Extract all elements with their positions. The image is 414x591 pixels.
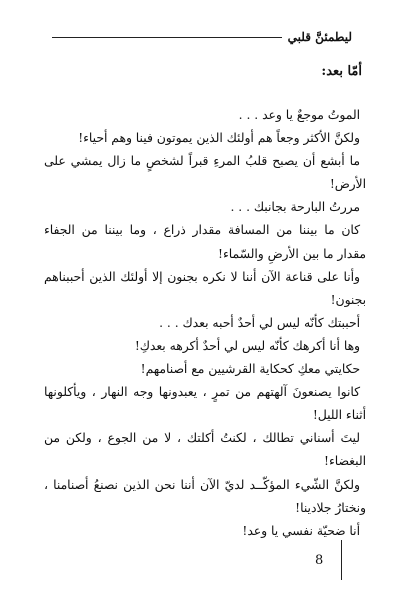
paragraph-13: أنا ضحيّة نفسي يا وعد!	[242, 523, 360, 538]
paragraph-5: كان ما بيننا من المسافة مقدار ذراع ، وما بيننا من الجفاء مقدار ما بين الأرضِ والسّماء!	[44, 223, 366, 261]
paragraph-11: ليتَ أسناني تطالك ، لكنتُ أكلتك ، لا من الجوع ، ولكن من البغضاء!	[44, 431, 366, 469]
paragraph-3: ما أبشع أن يصبح قلبُ المرءِ قبراً لشخصٍ ما زال يمشي على الأرض!	[44, 154, 366, 192]
paragraph-8: وها أنا أكرهك كأنّه ليس لي أحدٌ أكرهه بعدكِ!	[134, 338, 360, 353]
page-number: 8	[315, 552, 324, 568]
running-header	[52, 30, 352, 44]
footer-rule	[341, 540, 342, 580]
paragraph-9: حكايتي معكِ كحكاية القرشيين مع أصنامهم!	[140, 362, 360, 377]
section-heading: أمّا بعد:	[321, 64, 362, 79]
paragraph-2: ولكنَّ الأكثر وجعاً هم أولئك الذين يموتون فينا وهم أحياء!	[78, 131, 360, 146]
body-text	[44, 104, 366, 543]
paragraph-7: أحببتك كأنّه ليس لي أحدٌ أحبه بعدك . . .	[159, 315, 360, 330]
paragraph-1: الموتُ موجعٌ يا وعد . . .	[238, 108, 360, 122]
page-footer	[315, 540, 342, 580]
paragraph-10: كانوا يصنعونَ آلهتهم من تمرٍ ، يعبدونها وجه النهار ، ويأكلونها أثناء الليل!	[44, 385, 366, 423]
header-rule	[52, 37, 282, 38]
paragraph-12: ولكنَّ الشّيء المؤكّــد لديّ الآن أننا نحن الذين نصنعُ أصنامنا ، ونختارُ جلادينا!	[44, 477, 366, 515]
running-title: ليطمئنَّ قلبي	[287, 30, 352, 44]
paragraph-6: وأنا على قناعة الآن أننا لا نكره بجنون إلا أولئك الذين أحببناهم بجنون!	[44, 269, 366, 307]
paragraph-4: مررتُ البارحة بجانبك . . .	[230, 200, 360, 215]
